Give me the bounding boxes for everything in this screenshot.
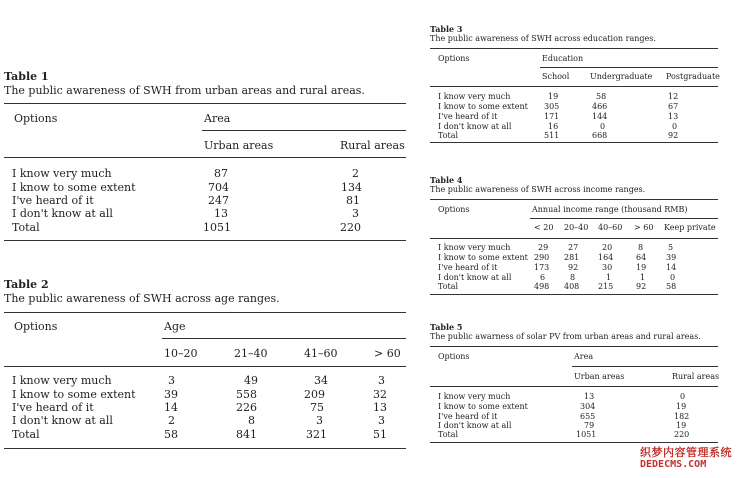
header-rule [4,366,406,367]
cell-value: 408 [564,282,580,291]
table-1 [4,70,406,245]
cell-value: 0 [670,273,676,282]
col-header: Undergraduate [590,72,653,81]
row-label: I don't know at all [12,207,113,220]
cell-value: 668 [592,131,608,140]
cell-value: 67 [668,102,679,111]
bottom-rule [4,448,406,449]
cell-value: 220 [340,221,361,234]
cell-value: 1 [606,273,612,282]
cell-value: 13 [584,392,595,401]
cell-value: 182 [674,412,690,421]
cell-value: 64 [636,253,647,262]
cell-value: 305 [544,102,560,111]
row-label: I don't know at all [438,421,512,430]
row-label: Total [438,131,459,140]
row-label: I know to some extent [12,181,136,194]
cell-value: 3 [378,374,385,387]
cell-value: 247 [208,194,229,207]
group-header: Age [164,320,186,333]
cell-value: 655 [580,412,596,421]
group-rule [202,130,406,131]
cell-value: 841 [236,428,257,441]
cell-value: 13 [373,401,387,414]
bottom-rule [4,240,406,241]
table-title: The public awarness of solar PV from urban areas and rural areas. [430,332,701,341]
row-label: I've heard of it [438,263,498,272]
cell-value: 2 [168,414,175,427]
table-title: The public awareness of SWH across age ranges. [4,292,280,305]
cell-value: 144 [592,112,608,121]
cell-value: 39 [666,253,677,262]
cell-value: 209 [304,388,325,401]
table-label: Table 4 [430,175,463,185]
cell-value: 6 [540,273,546,282]
table-4 [430,175,718,297]
cell-value: 1051 [203,221,231,234]
row-label: I've heard of it [12,194,94,207]
watermark [640,444,746,474]
cell-value: 220 [674,430,690,439]
row-label: I know very much [12,374,112,387]
col-header: > 60 [374,347,401,360]
row-label: Total [12,428,40,441]
col-header: Urban areas [574,372,625,381]
cell-value: 27 [568,243,579,252]
cell-value: 34 [314,374,328,387]
watermark-line-1: 织梦内容管理系统 [640,446,732,459]
header-rule [430,238,718,239]
col-header: School [542,72,570,81]
options-header: Options [438,205,470,214]
cell-value: 58 [164,428,178,441]
cell-value: 58 [666,282,677,291]
top-rule [4,312,406,313]
cell-value: 39 [164,388,178,401]
row-label: I don't know at all [438,273,512,282]
group-rule [572,366,718,367]
cell-value: 19 [676,421,687,430]
bottom-rule [430,442,718,443]
cell-value: 49 [244,374,258,387]
cell-value: 1 [640,273,646,282]
row-label: I know very much [12,167,112,180]
cell-value: 8 [638,243,644,252]
cell-value: 32 [373,388,387,401]
col-header: Urban areas [204,139,274,152]
cell-value: 164 [598,253,614,262]
cell-value: 558 [236,388,257,401]
header-rule [430,86,718,87]
table-label: Table 2 [4,278,49,291]
cell-value: 92 [636,282,647,291]
row-label: I know to some extent [438,402,528,411]
table-label: Table 5 [430,322,463,332]
cell-value: 58 [596,92,607,101]
table-title: The public awareness of SWH across education ranges. [430,34,656,43]
group-header: Area [204,112,231,125]
group-rule [540,67,718,68]
cell-value: 173 [534,263,550,272]
col-header: 40–60 [598,223,623,232]
cell-value: 29 [538,243,549,252]
bottom-rule [430,294,718,295]
row-label: I know to some extent [438,253,528,262]
cell-value: 2 [352,167,359,180]
header-rule [430,386,718,387]
cell-value: 511 [544,131,560,140]
cell-value: 498 [534,282,550,291]
cell-value: 704 [208,181,229,194]
col-header: Keep private [664,223,716,232]
bottom-rule [430,142,718,143]
cell-value: 81 [346,194,360,207]
row-label: I know to some extent [12,388,136,401]
cell-value: 13 [668,112,679,121]
row-label: Total [438,430,459,439]
cell-value: 304 [580,402,596,411]
col-header: Postgraduate [666,72,720,81]
row-label: I've heard of it [12,401,94,414]
cell-value: 19 [548,92,559,101]
col-header: 10–20 [164,347,198,360]
cell-value: 0 [600,122,606,131]
cell-value: 215 [598,282,614,291]
group-rule [530,218,718,219]
row-label: I know very much [438,392,511,401]
top-rule [4,103,406,104]
row-label: I don't know at all [12,414,113,427]
options-header: Options [14,320,58,333]
cell-value: 3 [316,414,323,427]
cell-value: 321 [306,428,327,441]
table-2 [4,278,406,453]
cell-value: 92 [668,131,679,140]
cell-value: 19 [636,263,647,272]
cell-value: 14 [666,263,677,272]
cell-value: 3 [352,207,359,220]
cell-value: 92 [568,263,579,272]
top-rule [430,346,718,347]
group-header: Education [542,54,584,63]
header-rule [4,157,406,158]
row-label: Total [12,221,40,234]
cell-value: 14 [164,401,178,414]
top-rule [430,48,718,49]
cell-value: 30 [602,263,613,272]
table-5 [430,322,718,444]
cell-value: 0 [680,392,686,401]
cell-value: 290 [534,253,550,262]
options-header: Options [438,352,470,361]
top-rule [430,199,718,200]
options-header: Options [438,54,470,63]
row-label: I know very much [438,243,511,252]
table-title: The public awareness of SWH from urban areas and rural areas. [4,84,365,97]
cell-value: 3 [378,414,385,427]
row-label: I've heard of it [438,412,498,421]
cell-value: 19 [676,402,687,411]
group-header: Annual income range (thousand RMB) [532,205,688,214]
cell-value: 466 [592,102,608,111]
row-label: I know very much [438,92,511,101]
col-header: Rural areas [340,139,405,152]
table-label: Table 3 [430,24,463,34]
cell-value: 51 [373,428,387,441]
table-3 [430,24,718,144]
row-label: I know to some extent [438,102,528,111]
cell-value: 8 [570,273,576,282]
row-label: I don't know at all [438,122,512,131]
col-header: Rural areas [672,372,720,381]
row-label: I've heard of it [438,112,498,121]
table-title: The public awareness of SWH across income ranges. [430,185,646,194]
col-header: > 60 [634,223,654,232]
cell-value: 16 [548,122,559,131]
col-header: 41–60 [304,347,338,360]
cell-value: 3 [168,374,175,387]
cell-value: 20 [602,243,613,252]
cell-value: 134 [341,181,362,194]
col-header: 20–40 [564,223,589,232]
group-header: Area [574,352,594,361]
cell-value: 13 [214,207,228,220]
row-label: Total [438,282,459,291]
cell-value: 75 [310,401,324,414]
col-header: < 20 [534,223,554,232]
group-rule [162,338,406,339]
cell-value: 1051 [576,430,597,439]
cell-value: 87 [214,167,228,180]
cell-value: 0 [672,122,678,131]
cell-value: 226 [236,401,257,414]
cell-value: 79 [584,421,595,430]
cell-value: 171 [544,112,560,121]
table-label: Table 1 [4,70,49,83]
cell-value: 12 [668,92,679,101]
options-header: Options [14,112,58,125]
col-header: 21–40 [234,347,268,360]
cell-value: 5 [668,243,674,252]
watermark-line-2: DEDECMS.COM [640,459,707,470]
cell-value: 281 [564,253,580,262]
cell-value: 8 [248,414,255,427]
